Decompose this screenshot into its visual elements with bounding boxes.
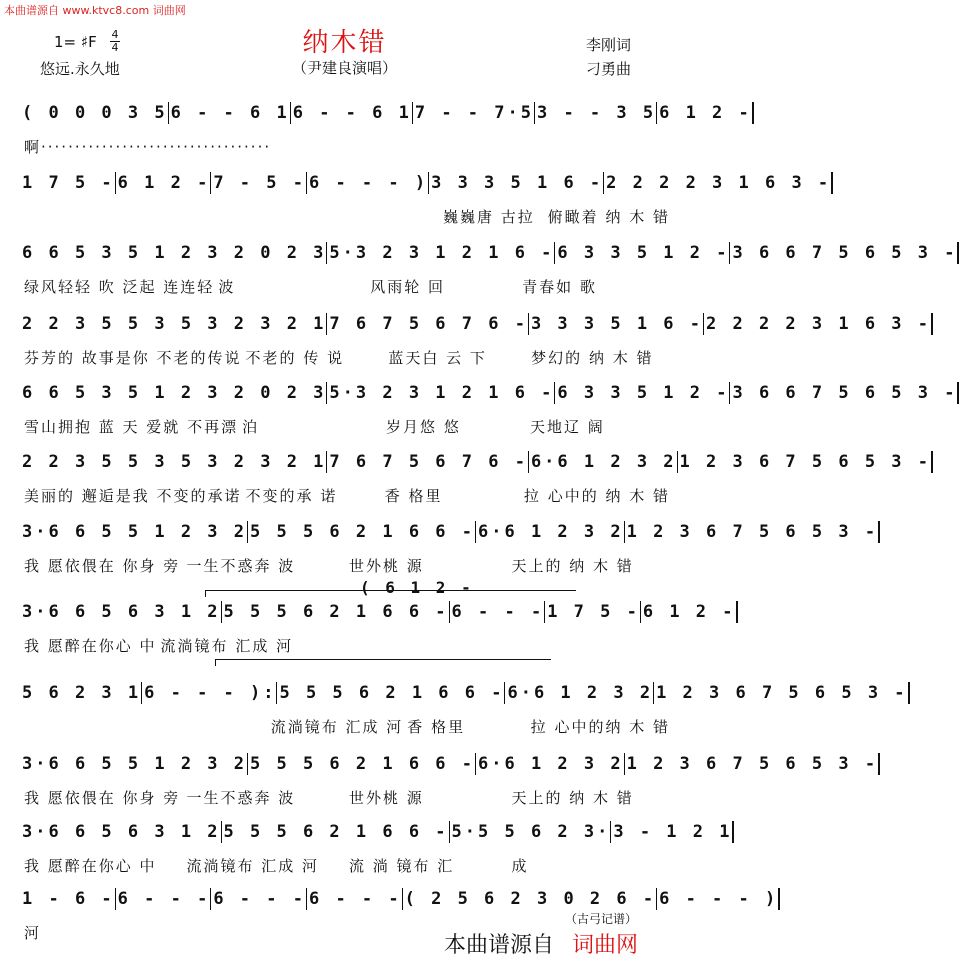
measure: 3 - 1 2 1 <box>613 822 733 842</box>
measure: 6 - - - <box>308 889 402 909</box>
measure: 1 7 5 - <box>547 602 640 622</box>
lyric-segment <box>419 635 545 657</box>
lyrics-row <box>20 136 670 158</box>
measure: 3·6 6 5 6 3 1 2 <box>22 822 221 842</box>
measure: 5·5 5 6 2 3· <box>451 822 611 842</box>
time-signature-bottom: 4 <box>111 41 119 54</box>
measure: 6 1 2 - <box>117 173 211 193</box>
lyric-segment: 我 愿依偎在 你身 旁 <box>24 789 181 807</box>
measure: 7 6 7 5 6 7 6 - <box>329 452 528 472</box>
measure: 5 5 5 6 2 1 6 6 - <box>223 822 449 842</box>
lyrics-row <box>20 716 670 738</box>
lyrics-row <box>20 635 670 657</box>
notes-row <box>20 815 733 843</box>
lyric-segment <box>20 206 125 228</box>
lyric-segment: 流淌镜布 汇成 河 <box>186 857 320 875</box>
measure: 1 2 3 6 7 5 6 5 3 - <box>656 683 908 703</box>
composer: 刁勇曲 <box>586 60 632 78</box>
lyric-segment <box>334 206 439 228</box>
lyric-segment: 流淌镜布 汇成 河 <box>160 637 294 655</box>
notes-row <box>20 515 879 543</box>
measure: 6·6 1 2 3 2 <box>530 452 677 472</box>
lyric-segment: 啊·································· <box>24 138 272 156</box>
lyric-segment: 拉 心中的 纳 木 错 <box>523 487 670 505</box>
time-signature-top: 4 <box>111 28 119 41</box>
measure: 7 - 5 - <box>213 173 306 193</box>
measure: 6 3 3 5 1 2 - <box>557 243 730 263</box>
measure: 1 2 3 6 7 5 6 5 3 - <box>626 754 879 774</box>
measure: 5 5 5 6 2 1 6 6 - <box>223 602 449 622</box>
lyric-segment: 香 格里 <box>384 487 443 505</box>
time-signature <box>110 30 120 53</box>
lyric-segment: 不老的 传 说 <box>245 349 345 367</box>
measure: 3 6 6 7 5 6 5 3 - <box>732 383 958 403</box>
bottom-watermark <box>444 928 638 959</box>
lyric-segment: 蓝天白 云 下 <box>388 349 487 367</box>
lyric-segment: 香 格里 <box>407 718 466 736</box>
lyric-segment: 流淌镜布 汇成 河 <box>270 718 404 736</box>
lyric-segment: 泊 <box>242 418 260 436</box>
notes-row <box>20 376 958 404</box>
lyrics-row <box>20 416 670 438</box>
lyric-segment: 流 淌 镜布 汇 <box>349 857 455 875</box>
lyrics-row <box>20 276 670 298</box>
notes-row <box>20 307 931 335</box>
notes-row <box>20 595 736 623</box>
lyric-segment <box>351 136 431 158</box>
lyric-segment <box>229 206 334 228</box>
lyric-segment <box>510 136 590 158</box>
lyrics-row <box>20 555 670 577</box>
measure: ( 0 0 0 3 5 <box>22 103 168 123</box>
key-signature: 1= ♯F <box>54 33 97 51</box>
lyric-segment: 绿风轻轻 吹 泛起 连连轻 <box>24 278 215 296</box>
measure: 3 3 3 5 1 6 - <box>530 314 703 334</box>
lyric-segment <box>293 635 419 657</box>
lyric-segment: 成 <box>511 857 529 875</box>
lyric-segment: 波 <box>218 278 236 296</box>
lyric-segment: 岁月悠 悠 <box>386 418 461 436</box>
measure: 5 6 2 3 1 <box>22 683 142 703</box>
measure: 5 5 5 6 2 1 6 6 - <box>250 754 475 774</box>
measure: 2 2 2 2 3 1 6 3 - <box>706 314 931 334</box>
lyric-segment: 拉 心中的纳 木 错 <box>530 718 670 736</box>
lyrics-row <box>20 855 670 877</box>
lyric-segment: 世外桃 源 <box>349 557 424 575</box>
lyric-segment: 风雨轮 回 <box>370 278 445 296</box>
measure: 7 6 7 5 6 7 6 - <box>329 314 528 334</box>
measure: 3·6 6 5 5 1 2 3 2 <box>22 522 247 542</box>
measure: 6 1 2 - <box>642 602 736 622</box>
lyric-segment: 天上的 纳 木 错 <box>511 557 634 575</box>
measure: 6 6 5 3 5 1 2 3 2 0 2 3 <box>22 383 327 403</box>
lyric-segment: 天地辽 阔 <box>530 418 605 436</box>
lyric-segment <box>271 136 351 158</box>
bottom-watermark-site: 词曲网 <box>572 933 639 958</box>
lyrics-row <box>20 347 670 369</box>
lyric-segment <box>128 922 236 944</box>
measure: 6 - - - ): <box>144 683 277 703</box>
lyricist: 李刚词 <box>586 36 632 54</box>
lyric-segment <box>125 206 230 228</box>
measure: 3 - - 3 5 <box>536 103 657 123</box>
performer-subtitle: （尹建良演唱） <box>291 59 397 77</box>
notes-row <box>20 676 908 704</box>
lyric-segment: 我 愿依偎在 你身 旁 <box>24 557 181 575</box>
lyric-segment: 河 <box>24 924 42 942</box>
notes-row <box>20 882 779 910</box>
song-title: 纳木错 <box>302 28 387 58</box>
lyric-segment: 一生不惑奔 波 <box>186 789 296 807</box>
measure: 3 3 3 5 1 6 - <box>431 173 604 193</box>
measure: 5 5 5 6 2 1 6 6 - <box>250 522 475 542</box>
measure: 6 - - - <box>213 889 306 909</box>
measure: 2 2 2 2 3 1 6 3 - <box>606 173 832 193</box>
transcriber-credit: （古弓记谱） <box>565 912 638 926</box>
lyric-segment <box>143 716 266 738</box>
measure: 3·6 6 5 5 1 2 3 2 <box>22 754 247 774</box>
measure: 1 - 6 - <box>22 889 115 909</box>
measure: 6 - - 6 1 <box>170 103 290 123</box>
measure: 6 1 2 - <box>659 103 752 123</box>
alt-ending-notes: ( 6 1 2 - <box>360 578 474 597</box>
lyric-segment: 巍巍唐 古拉 <box>442 208 535 226</box>
measure: 6·6 1 2 3 2 <box>507 683 654 703</box>
measure: 6·6 1 2 3 2 <box>478 522 624 542</box>
measure: 6 6 5 3 5 1 2 3 2 0 2 3 <box>22 243 327 263</box>
lyric-segment: 我 愿醉在你心 中 <box>24 637 157 655</box>
lyric-segment <box>590 136 670 158</box>
lyric-segment: 梦幻的 纳 木 错 <box>531 349 654 367</box>
lyrics-row <box>20 787 670 809</box>
lyrics-row <box>20 485 670 507</box>
top-watermark: 本曲谱源自 www.ktvc8.com 词曲网 <box>4 4 186 17</box>
notes-row <box>20 445 931 473</box>
measure: 2 2 3 5 5 3 5 3 2 3 2 1 <box>22 314 327 334</box>
measure: ( 2 5 6 2 3 0 2 6 - <box>404 889 657 909</box>
measure: 5 5 5 6 2 1 6 6 - <box>279 683 505 703</box>
measure: 1 2 3 6 7 5 6 5 3 - <box>679 452 931 472</box>
lyric-segment: 天上的 纳 木 错 <box>511 789 634 807</box>
measure: 5·3 2 3 1 2 1 6 - <box>329 243 555 263</box>
tempo-marking: 悠远.永久地 <box>40 60 120 78</box>
lyric-segment: 青春如 歌 <box>522 278 597 296</box>
volta-bracket-2 <box>215 659 551 666</box>
notes-row <box>20 747 879 775</box>
lyric-segment: 俯瞰着 纳 木 错 <box>547 208 670 226</box>
lyrics-row <box>20 206 670 228</box>
lyric-segment <box>345 922 453 944</box>
measure: 3 6 6 7 5 6 5 3 - <box>732 243 958 263</box>
lyric-segment <box>431 136 511 158</box>
lyric-segment: 美丽的 邂逅是我 不变的承诺 <box>24 487 242 505</box>
measure: 6 - - - <box>451 602 545 622</box>
lyric-segment <box>20 716 143 738</box>
measure: 6 3 3 5 1 2 - <box>557 383 730 403</box>
measure: 1 2 3 6 7 5 6 5 3 - <box>626 522 879 542</box>
measure: 6 - - - ) <box>308 173 429 193</box>
measure: 5·3 2 3 1 2 1 6 - <box>329 383 555 403</box>
lyric-segment <box>544 635 670 657</box>
measure: 6 - - - <box>117 889 211 909</box>
notes-row <box>20 96 752 124</box>
notes-row <box>20 166 832 194</box>
lyric-segment: 我 愿醉在你心 中 <box>24 857 157 875</box>
measure: 7 - - 7·5 <box>414 103 534 123</box>
lyric-segment: 芬芳的 故事是你 不老的传说 <box>24 349 242 367</box>
lyric-segment: 雪山拥抱 蓝 天 爱就 不再漂 <box>24 418 239 436</box>
bottom-watermark-source: 本曲谱源自 <box>444 933 555 958</box>
measure: 6 - - 6 1 <box>292 103 412 123</box>
measure: 6 - - - ) <box>659 889 779 909</box>
measure: 3·6 6 5 6 3 1 2 <box>22 602 221 622</box>
measure: 1 7 5 - <box>22 173 115 193</box>
notes-row <box>20 236 958 264</box>
lyric-segment: 世外桃 源 <box>349 789 424 807</box>
lyric-segment: 一生不惑奔 波 <box>186 557 296 575</box>
measure: 2 2 3 5 5 3 5 3 2 3 2 1 <box>22 452 327 472</box>
lyric-segment <box>237 922 345 944</box>
lyric-segment: 不变的承 诺 <box>245 487 338 505</box>
measure: 6·6 1 2 3 2 <box>478 754 624 774</box>
